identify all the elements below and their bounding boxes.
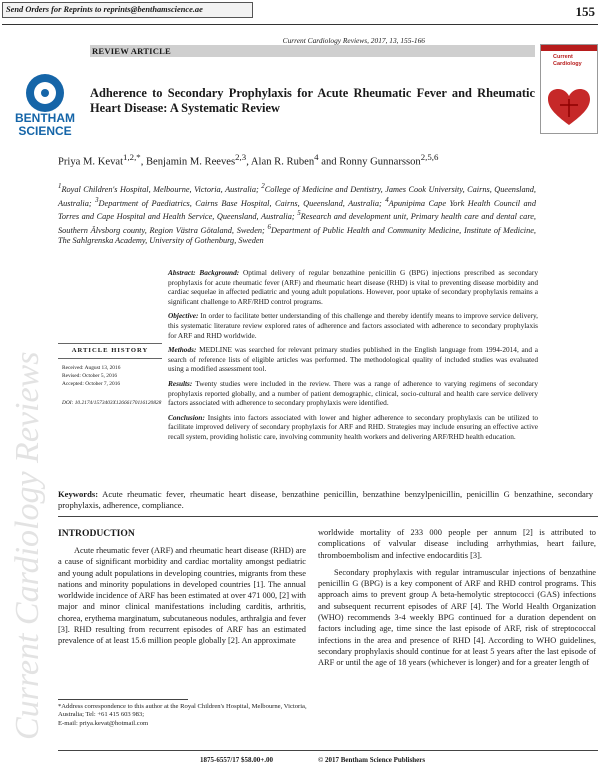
- cover-title-line1: Current: [553, 54, 573, 60]
- page-header: [0, 0, 600, 30]
- author-name: Alan R. Ruben: [250, 156, 315, 168]
- issn-price: 1875-6557/17 $58.00+.00: [200, 756, 274, 764]
- footer-rule: [58, 750, 598, 751]
- doi-link[interactable]: DOI: 10.2174/1573403X12666170116120828: [62, 400, 162, 406]
- footnote-line: *Address correspondence to this author at the Royal Children's Hospital, Melbourne, Victoria, Australia; Tel: +61 415 603 983;: [58, 703, 307, 719]
- author-affiliation-ref: 4: [314, 152, 319, 162]
- abstract-text: Twenty studies were included in the review. There was a range of adherence to varying regimens of secondary prophylaxis reported globally, and a number of patient demographic, clinical, socio-cultural and health care service delivery factors associated with adherence to secondary prophylaxis were identified.: [168, 378, 538, 408]
- affiliation-number: 2: [261, 183, 265, 190]
- history-rule: [58, 358, 162, 359]
- author-affiliation-ref: 2,3: [235, 152, 247, 162]
- journal-reference: Current Cardiology Reviews, 2017, 13, 155-166: [282, 36, 425, 45]
- history-rule: [58, 343, 162, 344]
- abstract-label: Objective:: [168, 311, 199, 321]
- affiliation-text: Research and development unit, Primary health care and dental care, Southern Älvsborg county, Region Västra Götaland, Sweden;: [58, 211, 536, 235]
- footnote-email[interactable]: E-mail: priya.kevat@hotmail.com: [58, 719, 149, 727]
- author-separator: ,: [140, 156, 146, 168]
- keywords-text: Acute rheumatic fever, rheumatic heart disease, benzathine penicillin, benzathine benzylpenicillin, penicillin G benzathine, secondary prophylaxis, adherence, compliance.: [58, 489, 593, 511]
- affiliation-text: College of Medicine and Dentistry, James Cook University, Cairns, Queensland, Australia;: [58, 184, 536, 208]
- affiliations: [58, 182, 536, 247]
- abstract-background: [168, 268, 538, 306]
- author-name: Priya M. Kevat: [58, 156, 124, 168]
- author-conjunction: and: [318, 156, 340, 168]
- abstract-text: In order to facilitate better understanding of this challenge and thereby identify means to improve service delivery, this systematic literature review explored rates of adherence and factors associated with adherence to secondary prophylaxis for ARF and RHD worldwide.: [168, 311, 538, 340]
- abstract-text: Optimal delivery of regular benzathine penicillin G (BPG) injections prescribed as secondary prophylaxis for acute rheumatic fever (ARF) and rheumatic heart disease (RHD) is vital to preventing disease morbidity and cardiac sequelae in affected pediatric and young adult populations. However, poor uptake of secondary prophylaxis remains a significant challenge to ARF/RHD control programs.: [168, 268, 539, 306]
- abstract-objective: [168, 311, 538, 340]
- author-list: [58, 150, 598, 170]
- affiliation-number: 4: [385, 196, 389, 204]
- correspondence-footnote: [58, 703, 308, 728]
- article-type: REVIEW ARTICLE: [92, 46, 171, 56]
- abstract-label: Conclusion:: [168, 412, 205, 422]
- author-affiliation-ref: 1,2,*: [123, 152, 141, 162]
- cover-heart-icon: [546, 87, 592, 127]
- publisher-logo: [4, 74, 86, 138]
- logo-wordmark-line1: BENTHAM: [15, 111, 75, 125]
- revised-date: Revised: October 5, 2016: [62, 373, 118, 379]
- author-name: Ronny Gunnarsson: [339, 156, 421, 168]
- logo-mark-dot: [41, 89, 49, 97]
- abstract: [168, 268, 538, 447]
- keywords-label: Keywords:: [58, 489, 99, 499]
- keywords: [58, 489, 593, 512]
- reprint-notice: Send Orders for Reprints to reprints@benthamscience.ae: [2, 2, 253, 18]
- body-right-column: [318, 527, 596, 675]
- logo-wordmark-line2: SCIENCE: [18, 124, 72, 138]
- body-left-column: [58, 545, 306, 653]
- received-date: Received: August 13, 2016: [62, 365, 121, 371]
- cover-title-line2: Cardiology: [553, 61, 582, 67]
- affiliation-number: 5: [297, 210, 301, 218]
- affiliation-text: Department of Public Health and Community Medicine, Institute of Medicine, The Sahlgrenska Academy, University of Gothenburg, Sweden: [58, 225, 536, 246]
- section-heading: INTRODUCTION: [58, 528, 135, 539]
- affiliation-number: 3: [95, 196, 99, 204]
- article-title: Adherence to Secondary Prophylaxis for Acute Rheumatic Fever and Rheumatic Heart Disease: A Systematic Review: [90, 86, 535, 115]
- abstract-label: Abstract: Background:: [168, 268, 240, 277]
- abstract-label: Methods:: [168, 345, 197, 355]
- journal-cover-thumbnail: [540, 44, 598, 134]
- keywords-rule: [58, 516, 598, 517]
- abstract-text: MEDLINE was searched for relevant primary studies published in the English language from 1994-2014, and a search of reference lists of eligible articles was performed. The methodological quality of included studies was evaluated using a modified assessment tool.: [168, 345, 538, 374]
- copyright-notice: © 2017 Bentham Science Publishers: [318, 756, 426, 764]
- abstract-label: Results:: [168, 378, 193, 388]
- paragraph: worldwide mortality of 233 000 people per annum [2] is attributed to complications of valvular disease including arrhythmias, heart failure, thromboembolism and infective endocarditis [3].: [318, 528, 596, 560]
- affiliation-number: 1: [58, 183, 62, 190]
- article-history-heading: ARTICLE HISTORY: [71, 347, 149, 354]
- affiliation-text: Royal Children's Hospital, Melbourne, Victoria, Australia;: [61, 184, 262, 194]
- abstract-results: [168, 379, 538, 408]
- cover-band: [541, 45, 597, 51]
- article-history: [58, 268, 162, 468]
- footnote-rule: [58, 699, 188, 700]
- affiliation-text: Department of Paediatrics, Cairns Base Hospital, Cairns, Queensland, Australia;: [98, 198, 386, 208]
- author-name: Benjamin M. Reeves: [145, 156, 236, 168]
- author-separator: ,: [246, 156, 251, 168]
- header-rule: [2, 24, 598, 25]
- affiliation-number: 6: [267, 223, 271, 231]
- abstract-text: Insights into factors associated with lower and higher adherence to secondary prophylaxis can be utilized to facilitate improved delivery of secondary prophylaxis for ARF and RHD. Strategies may include ensuring an effective active recall system, providing holistic care, involving community health workers and delivering ARF/RHD health education.: [168, 412, 538, 441]
- abstract-methods: [168, 345, 538, 374]
- page-number: 155: [575, 4, 595, 19]
- paragraph: Secondary prophylaxis with regular intramuscular injections of benzathine penicillin G (BPG) is a key component of ARF and RHD control programs. This approach aims to prevent group A beta-hemolytic streptococci (GAS) infections and subsequent recurrent episodes of ARF [4]. The World Health Organization (WHO) recommends 3-4 weekly BPG continued for a duration dependent on factors including age, time since the last episode of ARF, risk of streptococcal infections in the area and presence of RHD [4]. According to WHO guidelines, secondary prophylaxis should continue for at least 5 years after the last episode of ARF or until the age of 18 years (whichever is longer) and for a greater length of: [318, 567, 596, 668]
- author-affiliation-ref: 2,5,6: [420, 152, 439, 162]
- watermark-text: Current Cardiology Reviews: [9, 351, 46, 740]
- history-dates: [62, 364, 162, 388]
- journal-watermark: [0, 140, 50, 760]
- paragraph: Acute rheumatic fever (ARF) and rheumatic heart disease (RHD) are a cause of significant morbidity and cardiac mortality amongst pediatric and young adult populations in developing countries, migrants from these nations and minority populations in developed countries [1]. The annual worldwide incidence of ARF has been estimated at over 471 000, [2] with major and minor clinical manifestations including carditis, arthritis, chorea, erythema marginatum, subcutaneous nodules, arthralgia and fever [3]. RHD resulting from recurrent episodes of ARF has an estimated prevalence of at least 15.6 million people globally [2]. An approximate: [58, 546, 306, 646]
- affiliation-text: Apunipima Cape York Health Council and Torres and Cape Hospital and Health Service, Queensland, Australia;: [58, 198, 536, 221]
- accepted-date: Accepted: October 7, 2016: [62, 381, 121, 387]
- abstract-conclusion: [168, 413, 538, 442]
